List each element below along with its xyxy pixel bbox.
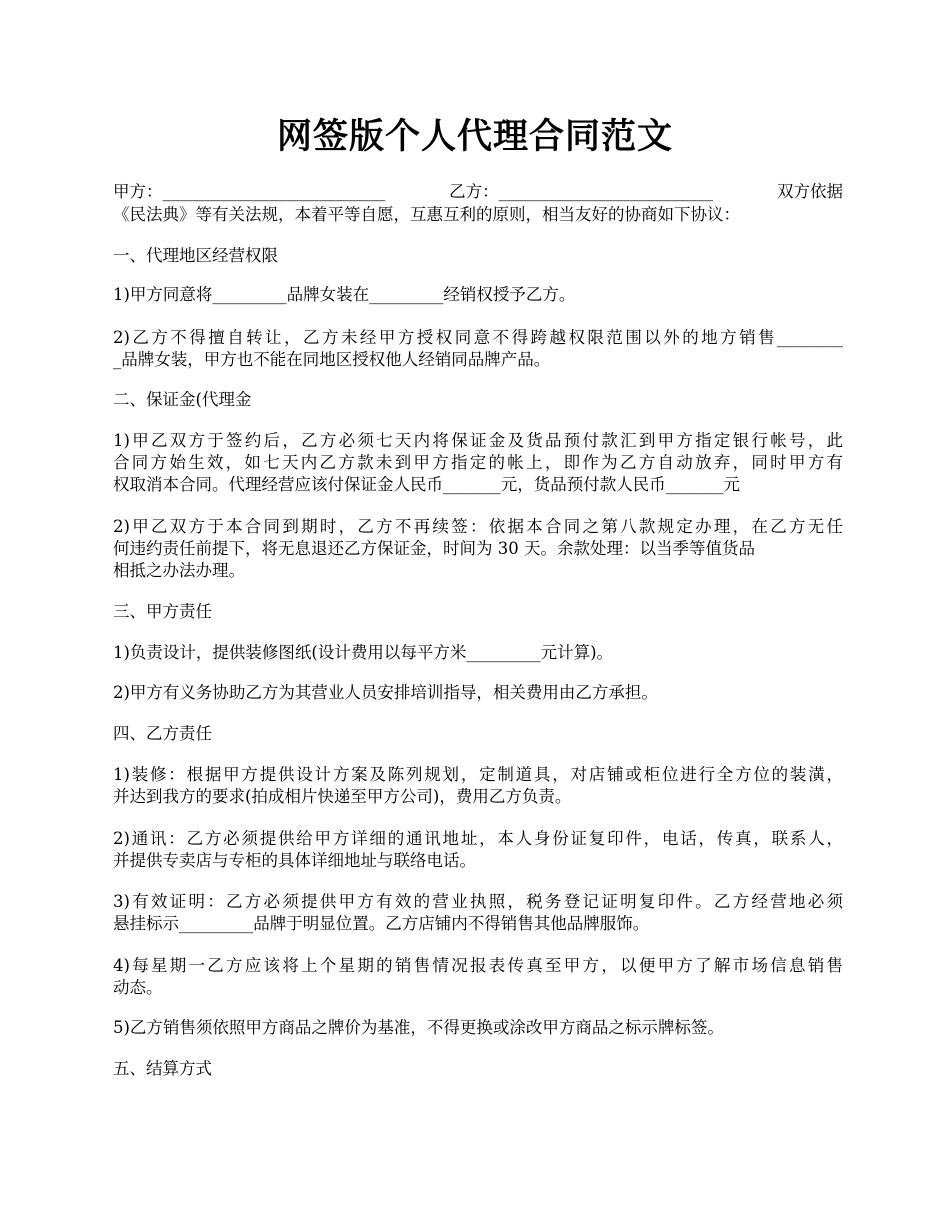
intro-line: 《民法典》等有关法规，本着平等自愿，互惠互利的原则，相当友好的协商如下协议： <box>113 205 740 224</box>
clause-4-2-line2: 并提供专卖店与专柜的具体详细地址与联络电话。 <box>113 851 476 870</box>
clause-3-2: 2)甲方有义务协助乙方为其营业人员安排培训指导，相关费用由乙方承担。 <box>113 683 658 702</box>
party-b-field: 乙方：__________________________ <box>449 182 714 201</box>
clause-2-1-line1: 1)甲乙双方于签约后，乙方必须七天内将保证金及货品预付款汇到甲方指定银行帐号，此 <box>113 431 843 450</box>
clause-1-2-line2: _品牌女装，甲方也不能在同地区授权他人经销同品牌产品。 <box>113 350 551 369</box>
party-a-field: 甲方：___________________________ <box>113 182 386 201</box>
clause-4-3-line1: 3)有效证明：乙方必须提供甲方有效的营业执照，税务登记证明复印件。乙方经营地必须 <box>113 892 843 911</box>
clause-4-5: 5)乙方销售须依照甲方商品之牌价为基准，不得更换或涂改甲方商品之标示牌标签。 <box>113 1018 724 1037</box>
document-title: 网签版个人代理合同范文 <box>276 116 673 157</box>
clause-2-1-line2: 合同方始生效，如七天内乙方款未到甲方指定的帐上，即作为乙方自动放弃，同时甲方有 <box>113 453 843 472</box>
clause-2-2-line2: 何违约责任前提下，将无息退还乙方保证金，时间为 30 天。余款处理：以当季等值货品 <box>113 539 755 558</box>
clause-2-2-line1: 2)甲乙双方于本合同到期时，乙方不再续签：依据本合同之第八款规定办理，在乙方无任 <box>113 517 843 536</box>
clause-1-1: 1)甲方同意将_________品牌女装在_________经销权授予乙方。 <box>113 285 576 304</box>
clause-4-4-line2: 动态。 <box>113 978 163 997</box>
section-heading-3: 三、甲方责任 <box>113 602 212 621</box>
section-heading-4: 四、乙方责任 <box>113 724 212 743</box>
clause-4-1-line2: 并达到我方的要求(拍成相片快递至甲方公司)，费用乙方负责。 <box>113 787 572 806</box>
clause-2-2-line3: 相抵之办法办理。 <box>113 561 245 580</box>
parties-line <box>113 181 843 203</box>
section-heading-1: 一、代理地区经营权限 <box>113 246 278 265</box>
clause-4-3-line2: 悬挂标示_________品牌于明显位置。乙方店铺内不得销售其他品牌服饰。 <box>113 914 650 933</box>
clause-4-1-line1: 1)装修：根据甲方提供设计方案及陈列规划，定制道具，对店铺或柜位进行全方位的装潢， <box>113 765 843 784</box>
section-heading-2: 二、保证金(代理金 <box>113 390 252 409</box>
intro-tail: 双方依据 <box>777 182 843 201</box>
clause-4-4-line1: 4)每星期一乙方应该将上个星期的销售情况报表传真至甲方，以便甲方了解市场信息销售 <box>113 956 843 975</box>
section-heading-5: 五、结算方式 <box>113 1059 212 1078</box>
clause-1-2-line1: 2)乙方不得擅自转让，乙方未经甲方授权同意不得跨越权限范围以外的地方销售________ <box>113 328 843 347</box>
clause-2-1-line3: 权取消本合同。代理经营应该付保证金人民币_______元，货品预付款人民币_______元 <box>113 475 740 494</box>
clause-4-2-line1: 2)通讯：乙方必须提供给甲方详细的通讯地址，本人身份证复印件，电话，传真，联系人， <box>113 829 843 848</box>
clause-3-1: 1)负责设计，提供装修图纸(设计费用以每平方米_________元计算)。 <box>113 643 614 662</box>
